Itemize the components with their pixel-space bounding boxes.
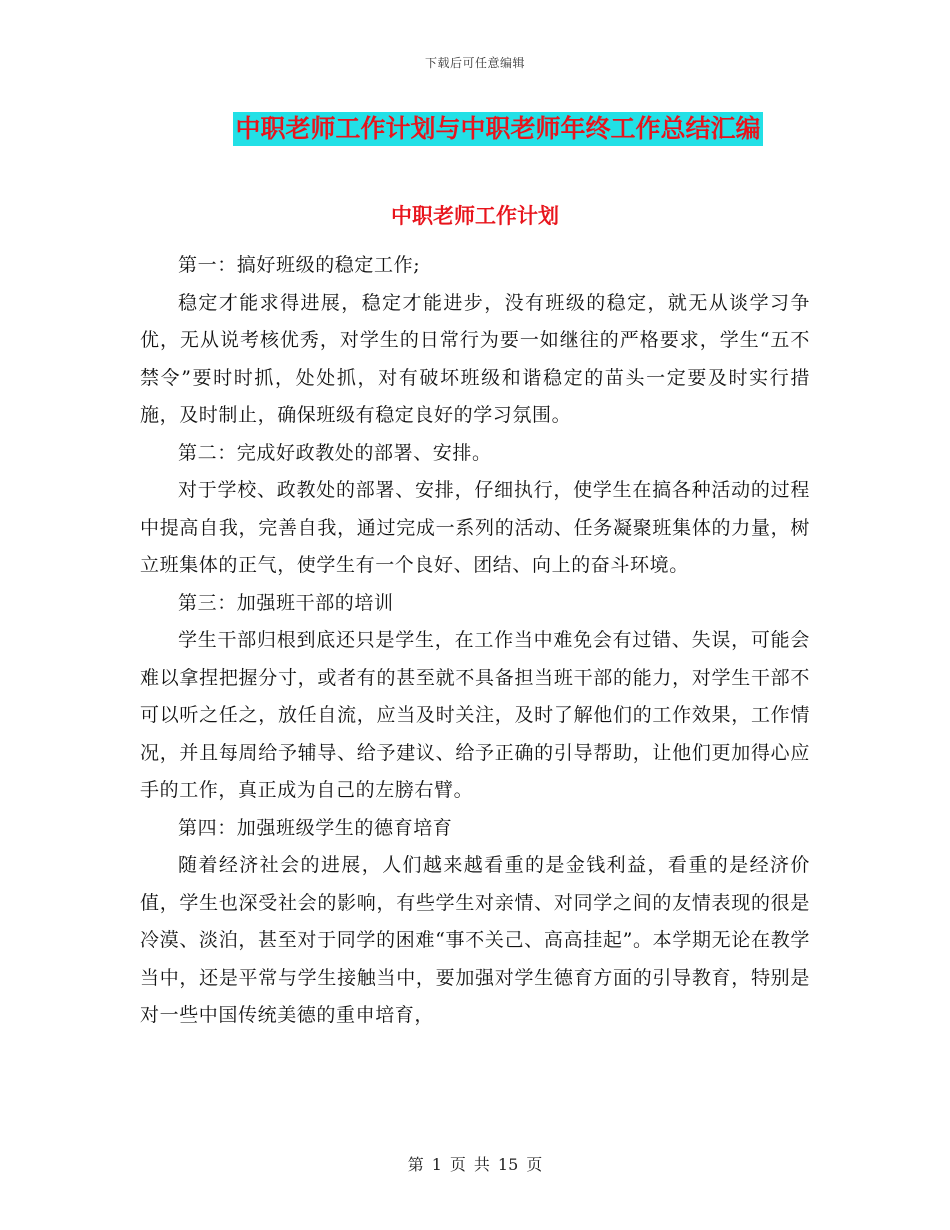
paragraph-body-2: 对于学校、政教处的部署、安排，仔细执行，使学生在搞各种活动的过程中提高自我，完善自我，通过完成一系列的活动、任务凝聚班集体的力量，树立班集体的正气，使学生有一个良好、团结、向上的奋斗环境。 [140, 479, 810, 576]
document-title-container [0, 112, 950, 146]
document-title: 中职老师工作计划与中职老师年终工作总结汇编 [233, 112, 762, 146]
footer-suffix: 页 [526, 1155, 543, 1174]
paragraph-heading-1: 第一：搞好班级的稳定工作; [178, 254, 421, 276]
footer-page-number: 1 [431, 1155, 442, 1174]
paragraph-body-1: 稳定才能求得进展，稳定才能进步，没有班级的稳定，就无从谈学习争优，无从说考核优秀，对学生的日常行为要一如继往的严格要求，学生“五不禁令”要时时抓，处处抓，对有破坏班级和谐稳定的苗头一定要及时实行措施，及时制止，确保班级有稳定良好的学习氛围。 [140, 291, 810, 426]
footer-total-pages: 15 [497, 1155, 519, 1174]
paragraph-heading-4: 第四：加强班级学生的德育培育 [178, 816, 453, 839]
paragraph-body-4: 随着经济社会的进展，人们越来越看重的是金钱利益，看重的是经济价值，学生也深受社会的影响，有些学生对亲情、对同学之间的友情表现的很是冷漠、淡泊，甚至对于同学的困难“事不关己、高高挂起”。本学期无论在教学当中，还是平常与学生接触当中，要加强对学生德育方面的引导教育，特别是对一些中国传统美德的重申培育， [140, 854, 810, 1026]
footer-prefix: 第 [407, 1155, 424, 1174]
document-body [140, 247, 810, 1035]
header-note: 下载后可任意编辑 [424, 56, 525, 70]
paragraph-body-3: 学生干部归根到底还只是学生，在工作当中难免会有过错、失误，可能会难以拿捏把握分寸，或者有的甚至就不具备担当班干部的能力，对学生干部不可以听之任之，放任自流，应当及时关注，及时了解他们的工作效果，工作情况，并且每周给予辅导、给予建议、给予正确的引导帮助，让他们更加得心应手的工作，真正成为自己的左膀右臂。 [140, 629, 810, 801]
page-footer [0, 1152, 950, 1175]
footer-total-label: 共 [473, 1155, 490, 1174]
footer-page-label: 页 [449, 1155, 466, 1174]
paragraph-heading-2: 第二：完成好政教处的部署、安排。 [178, 441, 492, 464]
section-title: 中职老师工作计划 [391, 204, 559, 228]
paragraph-heading-3: 第三：加强班干部的培训 [178, 591, 394, 614]
